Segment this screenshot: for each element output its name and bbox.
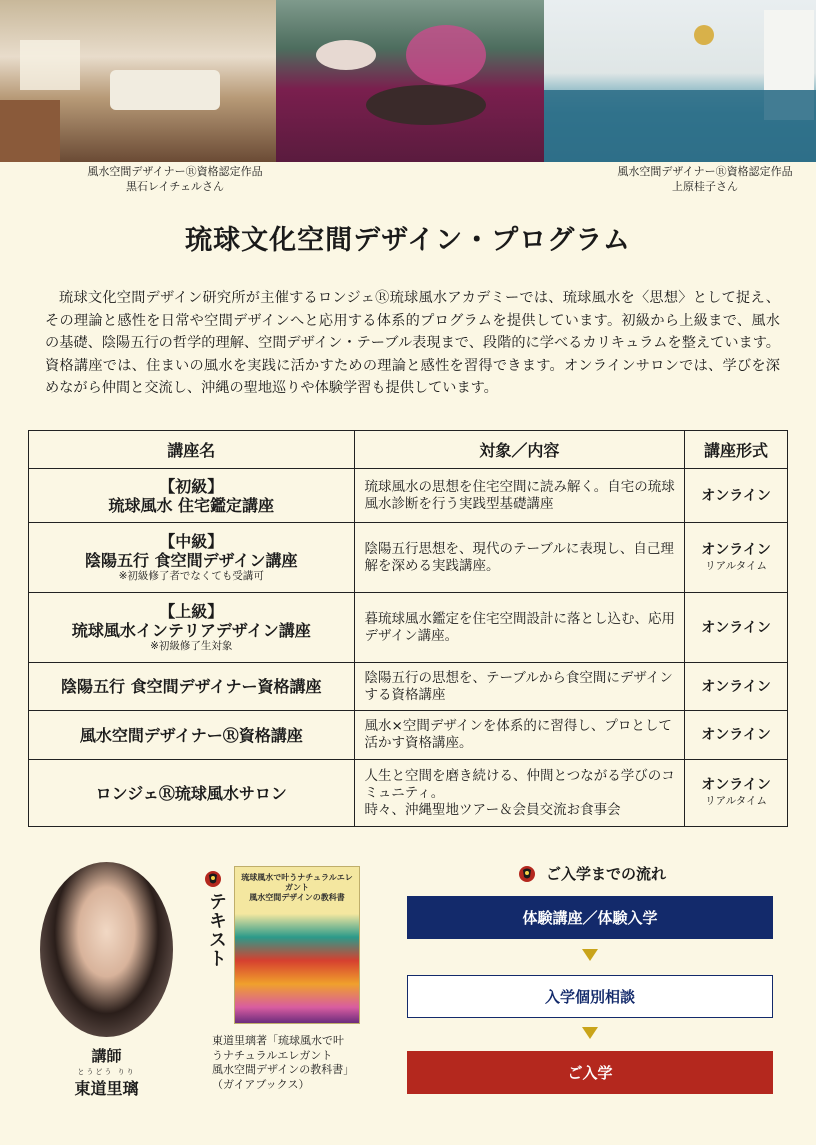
flow-heading-text: ご入学までの流れ (546, 865, 667, 883)
book-cover-subtitle: 琉球風水で叶うナチュラルエレガント (241, 873, 353, 892)
intro-paragraph: 琉球文化空間デザイン研究所が主催するロンジェⓇ琉球風水アカデミーでは、琉球風水を〈思想〉として捉え、その理論と感性を日常や空間デザインへと応用する体系的プログラムを提供しています。初級から上級まで、風水の基礎、陰陽五行の哲学的理解、空間デザイン・テーブル表現まで、段階的に学べるカリキュラムを整えています。資格講座では、住まいの風水を実践に活かすための理論と感性を習得できます。オンラインサロンでは、学びを深めながら仲間と交流し、沖縄の聖地巡りや体験学習も提供しています。 (45, 290, 780, 396)
course-name (29, 663, 355, 711)
table-header-row (29, 431, 788, 469)
course-table (28, 430, 788, 827)
course-desc: 陰陽五行の思想を、テーブルから食空間にデザインする資格講座 (354, 663, 685, 711)
table-row (29, 760, 788, 827)
header-content: 対象／内容 (354, 431, 685, 469)
course-desc: 琉球風水の思想を住宅空間に読み解く。自宅の琉球風水診断を行う実践型基礎講座 (354, 469, 685, 523)
book-caption (212, 1034, 382, 1092)
flow-step-trial[interactable]: 体験講座／体験入学 (407, 896, 773, 939)
format-main: オンライン (701, 619, 771, 636)
table-row (29, 523, 788, 593)
lecturer-role: 講師 (91, 1047, 122, 1065)
interior-photo-table-setting (276, 0, 544, 162)
course-name (29, 760, 355, 827)
text-label: テキスト (206, 892, 227, 968)
course-title: 琉球風水 住宅鑑定講座 (108, 495, 275, 515)
shisa-emblem-icon (204, 870, 222, 888)
course-title: 風水空間デザイナーⓇ資格講座 (79, 725, 303, 745)
header-course-name: 講座名 (29, 431, 355, 469)
course-title: 陰陽五行 食空間デザイン講座 (85, 551, 298, 570)
table-row (29, 593, 788, 663)
caption-line: 黒石レイチェルさん (125, 180, 225, 193)
course-note: ※初級修了生対象 (150, 640, 233, 652)
course-level: 【中級】 (159, 532, 224, 551)
course-format (685, 711, 788, 760)
caption-line: 風水空間デザイナーⓇ資格認定作品 (617, 165, 793, 178)
table-row (29, 711, 788, 760)
flow-step-consultation[interactable]: 入学個別相談 (407, 975, 773, 1018)
lecturer-portrait (40, 862, 173, 1037)
course-format (685, 663, 788, 711)
course-name (29, 523, 355, 593)
caption-line: 風水空間デザイナーⓇ資格認定作品 (87, 165, 263, 178)
course-desc: 風水×空間デザインを体系的に習得し、プロとして活かす資格講座。 (354, 711, 685, 760)
flow-heading (518, 863, 666, 884)
book-cover-title: 風水空間デザインの教科書 (249, 893, 345, 902)
photo-caption-left (70, 164, 280, 194)
course-desc: 陰陽五行思想を、現代のテーブルに表現し、自己理解を深める実践講座。 (354, 523, 685, 593)
format-main: オンライン (701, 678, 771, 695)
course-format (685, 593, 788, 663)
photo-caption-right (600, 164, 810, 194)
book-cover (234, 866, 360, 1024)
course-title: 陰陽五行 食空間デザイナー資格講座 (61, 677, 322, 696)
format-main: オンライン (701, 727, 771, 743)
table-row (29, 663, 788, 711)
course-name (29, 469, 355, 523)
course-note: ※初級修了者でなくても受講可 (118, 570, 264, 582)
course-desc: 暮琉球風水鑑定を住宅空間設計に落とし込む、応用デザイン講座。 (354, 593, 685, 663)
course-title: 琉球風水インテリアデザイン講座 (71, 621, 311, 640)
book-caption-line: 風水空間デザインの教科書」 (212, 1063, 355, 1076)
format-main: オンライン (701, 541, 771, 558)
header-format: 講座形式 (685, 431, 788, 469)
caption-line: 上原桂子さん (672, 180, 738, 193)
course-level: 【上級】 (159, 602, 224, 621)
format-main: オンライン (701, 487, 771, 504)
page-title: 琉球文化空間デザイン・プログラム (185, 225, 631, 256)
book-caption-line: 東道里璃著「琉球風水で叶 (212, 1034, 344, 1047)
course-format (685, 523, 788, 593)
course-name (29, 711, 355, 760)
format-main: オンライン (701, 777, 771, 793)
interior-photo-bedroom (0, 0, 276, 162)
course-format (685, 469, 788, 523)
format-sub: リアルタイム (705, 795, 768, 807)
lecturer-name: 東道里璃 (74, 1079, 139, 1098)
lecturer-name-ruby: とうどう りり (77, 1068, 136, 1076)
book-caption-line: （ガイアブックス） (212, 1077, 310, 1091)
course-desc: 人生と空間を磨き続ける、仲間とつながる学びのコミュニティ。 時々、沖縄聖地ツアー＆会員交流お食事会 (354, 760, 685, 827)
course-level: 【初級】 (159, 476, 224, 496)
shisa-emblem-icon (518, 865, 536, 883)
table-row (29, 469, 788, 523)
down-arrow-icon (582, 1027, 598, 1039)
flow-step-enrollment[interactable]: ご入学 (407, 1051, 773, 1094)
interior-photo-bedroom-blue (544, 0, 816, 162)
course-name (29, 593, 355, 663)
book-caption-line: うナチュラルエレガント (212, 1048, 333, 1062)
course-title: ロンジェⓇ琉球風水サロン (95, 783, 287, 803)
course-format (685, 760, 788, 827)
format-sub: リアルタイム (705, 559, 768, 572)
photo-strip (0, 0, 816, 162)
down-arrow-icon (582, 949, 598, 961)
